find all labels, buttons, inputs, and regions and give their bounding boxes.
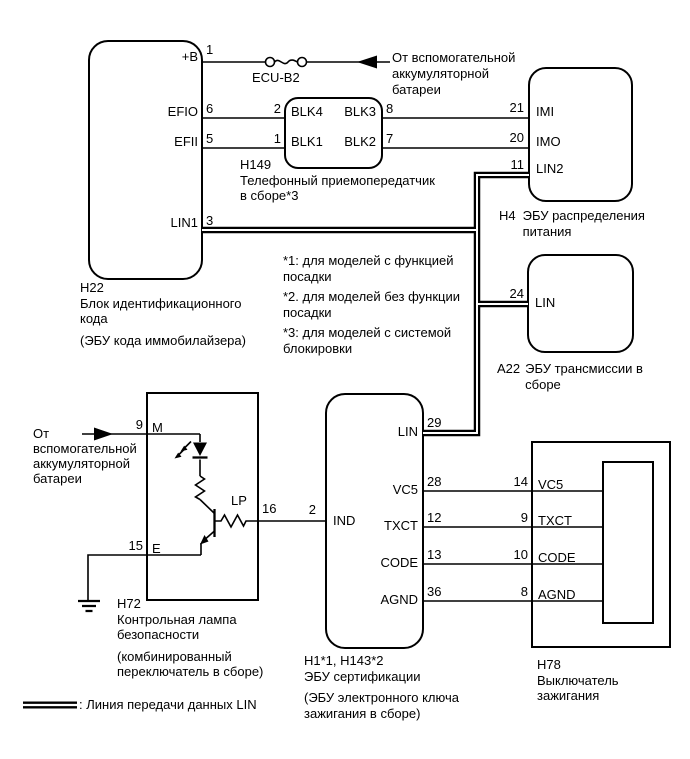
h4-name: ЭБУ распределения питания (522, 208, 645, 239)
h72-caption (117, 596, 282, 680)
h22-block-outline (89, 41, 202, 279)
h22-caption (80, 280, 255, 348)
h1-pin-label: LIN (397, 424, 418, 439)
ground-icon (78, 601, 100, 611)
note-3: *3: для моделей с системой блокировки (283, 325, 452, 356)
h1-pin-label: VC5 (392, 482, 418, 497)
h22-pin-number: 5 (206, 131, 214, 146)
h4-pin-label: IMO (536, 134, 561, 149)
h22-pin-number: 1 (206, 42, 214, 57)
h72-pin-number: 9 (135, 417, 143, 432)
h149-pin-number: 7 (386, 131, 394, 146)
h4-pin-label: IMI (536, 104, 555, 119)
h22-pin-number: 3 (206, 213, 214, 228)
h149-id: H149 (240, 157, 272, 172)
note-2: *2. для моделей без функции посадки (283, 289, 460, 320)
h1-note: (ЭБУ электронного ключа зажигания в сборе) (304, 690, 459, 721)
h1-pin-number: 13 (427, 547, 442, 562)
h149-pin-label: BLK1 (291, 134, 323, 149)
note-1: *1: для моделей с функцией посадки (283, 253, 454, 284)
fuse-terminal-icon (266, 58, 275, 67)
h4-pin-label: LIN2 (536, 161, 564, 176)
h78-pin-number: 14 (513, 474, 528, 489)
led-indicator-icon (193, 443, 207, 457)
a22-caption (497, 361, 643, 392)
h72-pin-label: LP (231, 493, 247, 508)
h1-pin-label: IND (333, 513, 356, 528)
h1-pin-number: 2 (308, 502, 316, 517)
h22-name: Блок идентификационного кода (80, 295, 242, 326)
h78-caption (537, 657, 637, 704)
h78-pin-number: 8 (520, 584, 528, 599)
legend-label: : Линия передачи данных LIN (79, 697, 257, 712)
h78-pin-label: CODE (538, 550, 576, 565)
a22-pin-label: LIN (535, 295, 556, 310)
battery-note-top: От вспомогательной аккумуляторной батареи (392, 50, 516, 97)
h78-id: H78 (537, 657, 561, 672)
h1-pin-number: 36 (427, 584, 442, 599)
h149-pin-label: BLK3 (344, 104, 376, 119)
h72-pin-label: M (152, 420, 163, 435)
h72-pin-number: 16 (262, 501, 277, 516)
h149-pin-label: BLK2 (344, 134, 376, 149)
h72-pin-number: 15 (128, 538, 143, 553)
h149-name: Телефонный приемопередатчик в сборе*3 (240, 172, 435, 203)
resistor-icon (196, 476, 205, 500)
fuse-icon (275, 60, 298, 64)
h78-pin-label: TXCT (538, 513, 572, 528)
h1-pin-label: CODE (380, 555, 418, 570)
resistor-icon (215, 515, 259, 527)
h78-pin-number: 10 (513, 547, 528, 562)
h72-pin-label: E (152, 541, 161, 556)
h72-name: Контрольная лампа безопасности (117, 611, 237, 642)
h149-caption (240, 157, 445, 204)
h78-pin-label: VC5 (538, 477, 564, 492)
h22-id: H22 (80, 280, 104, 295)
transistor-collector-lead (200, 500, 214, 514)
direction-arrow-icon (357, 56, 377, 69)
h22-pin-label: EFIO (167, 104, 198, 119)
h4-pin-number: 20 (509, 130, 524, 145)
h78-inner-contact-outline (603, 462, 653, 623)
h1-name: ЭБУ сертификации (304, 668, 421, 684)
h1-id: H1*1, H143*2 (304, 653, 384, 668)
a22-pin-number: 24 (509, 286, 524, 301)
h22-pin-label: +B (181, 49, 198, 64)
h4-id: H4 (499, 208, 516, 223)
battery-note-left: От вспомогательной аккумуляторной батареи (33, 426, 137, 486)
model-notes (283, 253, 465, 361)
h22-pin-label: LIN1 (170, 215, 198, 230)
h72-id: H72 (117, 596, 141, 611)
h22-pin-label: EFII (174, 134, 198, 149)
h1-pin-label: TXCT (384, 518, 418, 533)
a22-name: ЭБУ трансмиссии в сборе (525, 361, 643, 392)
h1-pin-number: 12 (427, 510, 442, 525)
h78-pin-number: 9 (520, 510, 528, 525)
h78-pin-label: AGND (538, 587, 576, 602)
h22-pin-number: 6 (206, 101, 214, 116)
h1-caption (304, 653, 479, 721)
h149-pin-number: 8 (386, 101, 394, 116)
h78-block-outline (532, 442, 670, 647)
fuse-label: ECU-B2 (252, 70, 300, 85)
h1-pin-label: AGND (380, 592, 418, 607)
h4-caption (499, 208, 655, 239)
a22-id: A22 (497, 361, 521, 376)
h1-pin-number: 28 (427, 474, 442, 489)
h4-pin-number: 21 (509, 100, 524, 115)
h149-pin-label: BLK4 (291, 104, 323, 119)
fuse-terminal-icon (298, 58, 307, 67)
h22-note: (ЭБУ кода иммобилайзера) (80, 332, 246, 348)
ground-wire (88, 555, 201, 601)
h4-pin-number: 11 (510, 157, 524, 172)
h72-note: (комбинированный переключатель в сборе) (117, 648, 264, 679)
h1-pin-number: 29 (427, 415, 442, 430)
h149-pin-number: 1 (273, 131, 281, 146)
h78-name: Выключатель зажигания (537, 672, 619, 703)
h149-pin-number: 2 (273, 101, 281, 116)
